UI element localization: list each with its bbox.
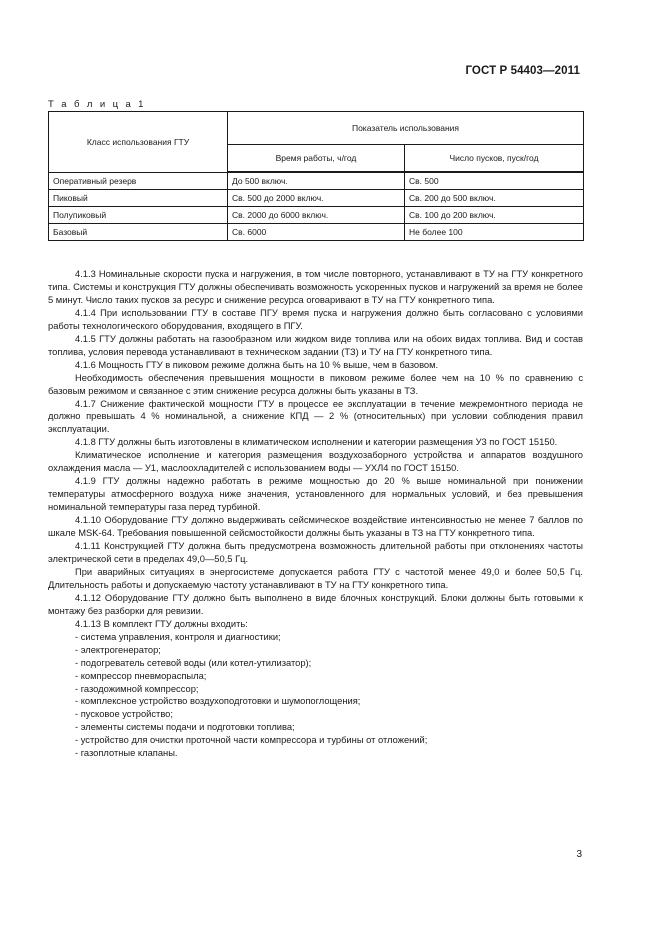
document-body	[48, 268, 583, 760]
cell-starts: Св. 200 до 500 включ.	[405, 190, 584, 207]
paragraph-4-1-9: 4.1.9 ГТУ должны надежно работать в режиме мощностью до 20 % выше номинальной при понижении температуры атмосферного воздуха ниже значения, установленного для нормальных условий, и без превышения номинальной температуры газа перед турбиной.	[48, 476, 583, 513]
usage-class-table	[48, 111, 584, 241]
header-class: Класс использования ГТУ	[49, 112, 228, 173]
cell-hours: Св. 500 до 2000 включ.	[228, 190, 405, 207]
paragraph-4-1-10: 4.1.10 Оборудование ГТУ должно выдерживать сейсмическое воздействие интенсивностью не менее 7 баллов по шкале MSK-64. Требования повышенной сейсмостойкости должны быть указаны в ТЗ на ГТУ конкретного типа.	[48, 515, 583, 539]
cell-starts: Св. 100 до 200 включ.	[405, 207, 584, 224]
paragraph-4-1-8-note: Климатическое исполнение и категория размещения воздухозаборного устройства и аппаратов воздушного охлаждения масла — У1, маслоохладителей с использованием воды — УХЛ4 по ГОСТ 15150.	[48, 450, 583, 474]
header-usage-indicator: Показатель использования	[228, 112, 584, 145]
list-item: - газоплотные клапаны.	[75, 748, 178, 759]
document-header-id: ГОСТ Р 54403—2011	[465, 65, 580, 77]
cell-class: Оперативный резерв	[49, 172, 228, 190]
cell-hours: Св. 6000	[228, 224, 405, 241]
list-item: - пусковое устройство;	[75, 709, 173, 720]
paragraph-4-1-3: 4.1.3 Номинальные скорости пуска и нагружения, в том числе повторного, устанавливают в ТУ на ГТУ конкретного типа. Системы и конструкция ГТУ должны обеспечивать возможность ускоренных пусков и нагружений за время не более 5 минут. Число таких пусков за ресурс и снижение ресурса оговаривают в ТУ на ГТУ конкретного типа.	[48, 269, 583, 305]
list-item: - элементы системы подачи и подготовки топлива;	[75, 722, 295, 733]
cell-hours: Св. 2000 до 6000 включ.	[228, 207, 405, 224]
paragraph-4-1-6: 4.1.6 Мощность ГТУ в пиковом режиме должна быть на 10 % выше, чем в базовом.	[75, 359, 439, 370]
cell-hours: До 500 включ.	[228, 172, 405, 190]
table-row	[49, 190, 584, 207]
paragraph-4-1-7: 4.1.7 Снижение фактической мощности ГТУ в процессе ее эксплуатации в течение межремонтного периода не должно превышать 4 % номинальной, а снижение КПД — 2 % (относительных) при условии соблюдения правил эксплуатации.	[48, 398, 583, 435]
cell-class: Пиковый	[49, 190, 228, 207]
paragraph-4-1-6-note: Необходимость обеспечения превышения мощности в пиковом режиме более чем на 10 % по сравнению с базовым режимом и связанное с этим снижение ресурса должны быть указаны в ТЗ.	[48, 372, 583, 396]
table-caption: Т а б л и ц а 1	[48, 99, 146, 110]
list-item: - электрогенератор;	[75, 644, 161, 655]
paragraph-4-1-4: 4.1.4 При использовании ГТУ в составе ПГУ время пуска и нагружения должно быть согласовано с условиями работы технологического оборудования, входящего в ПГУ.	[48, 307, 583, 331]
list-item: - комплексное устройство воздухоподготовки и шумопоглощения;	[75, 696, 361, 707]
list-item: - газодожимной компрессор;	[75, 683, 199, 694]
list-item: - компрессор пневмораспыла;	[75, 670, 207, 681]
paragraph-4-1-12: 4.1.12 Оборудование ГТУ должно быть выполнено в виде блочных конструкций. Блоки должны быть готовыми к монтажу без разборки для ревизии.	[48, 592, 583, 616]
paragraph-4-1-5: 4.1.5 ГТУ должны работать на газообразном или жидком виде топлива или на обоих видах топлива. Вид и состав топлива, условия перевода устанавливают в техническом задании (ТЗ) и ТУ на ГТУ конкретного типа.	[48, 333, 583, 357]
list-item: - подогреватель сетевой воды (или котел-утилизатор);	[75, 657, 312, 668]
paragraph-4-1-13: 4.1.13 В комплект ГТУ должны входить:	[75, 618, 248, 629]
table-row	[49, 224, 584, 241]
header-starts: Число пусков, пуск/год	[405, 145, 584, 173]
page-number: 3	[576, 849, 582, 860]
header-hours: Время работы, ч/год	[228, 145, 405, 173]
table-row	[49, 207, 584, 224]
cell-class: Полупиковый	[49, 207, 228, 224]
paragraph-4-1-11: 4.1.11 Конструкцией ГТУ должна быть предусмотрена возможность длительной работы при отклонениях частоты электрической сети в пределах 49,0—50,5 Гц.	[48, 541, 583, 564]
list-item: - устройство для очистки проточной части компрессора и турбины от отложений;	[75, 735, 428, 746]
cell-class: Базовый	[49, 224, 228, 241]
table-row	[49, 172, 584, 190]
paragraph-4-1-11-note: При аварийных ситуациях в энергосистеме допускается работа ГТУ с частотой менее 49,0 и более 50,5 Гц. Длительность работы и допускаемую частоту устанавливают в ТУ на ГТУ конкретного типа.	[48, 566, 583, 590]
cell-starts: Св. 500	[405, 172, 584, 190]
paragraph-4-1-8: 4.1.8 ГТУ должны быть изготовлены в климатическом исполнении и категории размещения У3 по ГОСТ 15150.	[75, 437, 558, 448]
equipment-list	[48, 631, 583, 761]
list-item: - система управления, контроля и диагностики;	[75, 631, 281, 642]
cell-starts: Не более 100	[405, 224, 584, 241]
